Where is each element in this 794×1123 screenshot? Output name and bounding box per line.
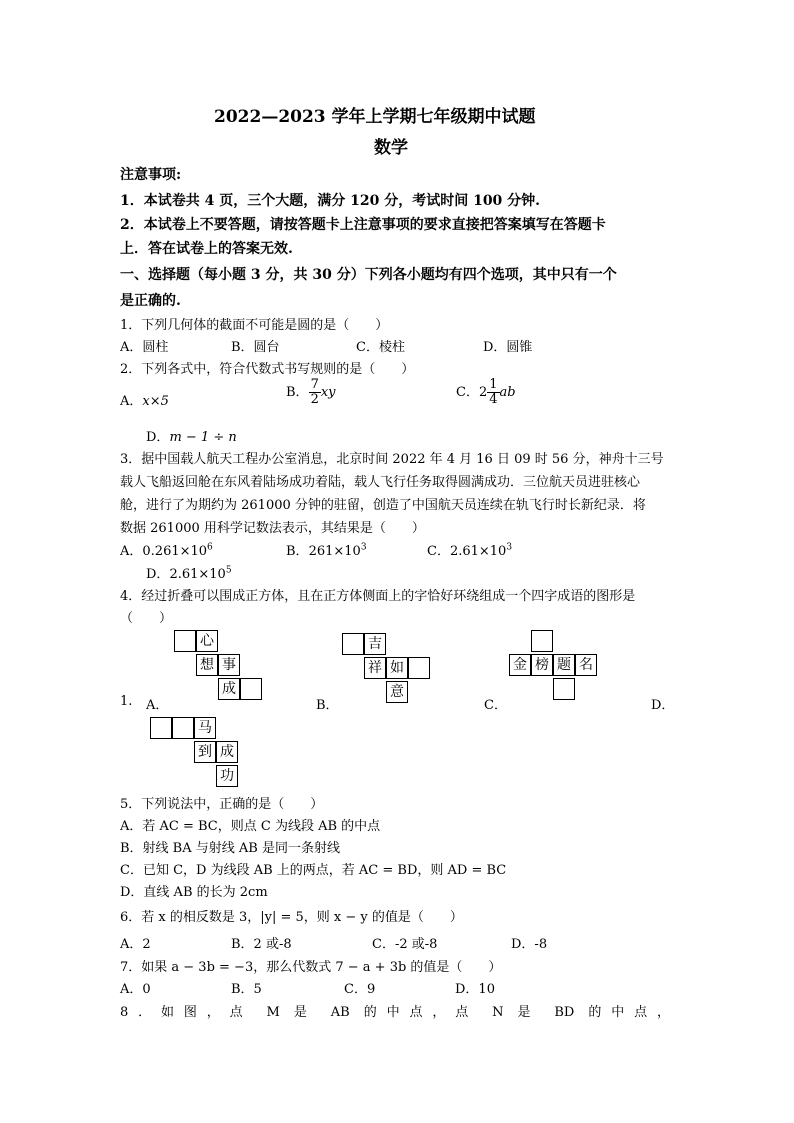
- q3-a-label: A．: [120, 544, 143, 559]
- q2-option-a: [120, 390, 169, 409]
- net-a-cell-char: 事: [218, 654, 240, 676]
- net-a-cell: [240, 678, 262, 700]
- note-2: 2．本试卷上不要答题，请按答题卡上注意事项的要求直接把答案填写在答题卡: [120, 217, 606, 233]
- q2-b-label: B．: [286, 385, 309, 400]
- section1-heading-cont: 是正确的.: [120, 293, 181, 309]
- net-a-cell-char: 成: [218, 678, 240, 700]
- q2-b-den: 2: [310, 392, 319, 407]
- net-b-cell-char: 吉: [364, 633, 386, 655]
- notes-heading: 注意事项:: [120, 167, 182, 183]
- q3-line-4: 数据 261000 用科学记数法表示，其结果是（ ）: [120, 521, 425, 536]
- q2-a-label: A．: [120, 394, 143, 409]
- q3-line-1: 3．据中国载人航天工程办公室消息，北京时间 2022 年 4 月 16 日 09 时 56 分，神舟十三号: [120, 452, 664, 467]
- q2-option-c: [456, 378, 516, 407]
- net-d-cell: [172, 717, 194, 739]
- net-d-cell-char: 到: [194, 741, 216, 763]
- note-3: 上．答在试卷上的答案无效.: [120, 241, 293, 257]
- net-d-cell-char: 马: [194, 717, 216, 739]
- net-d-cell-char: 功: [216, 765, 238, 787]
- q5-stem: 5．下列说法中，正确的是（ ）: [120, 797, 324, 812]
- q4-stem: 4．经过折叠可以围成正方体，且在正方体侧面上的字恰好环绕组成一个四字成语的图形是: [120, 589, 636, 604]
- net-c-cell: [553, 678, 575, 700]
- q3-d-label: D．: [146, 567, 170, 582]
- q3-c-label: C．: [427, 544, 450, 559]
- note-1: 1．本试卷共 4 页，三个大题，满分 120 分，考试时间 100 分钟.: [120, 193, 541, 209]
- net-a-cell-char: 心: [196, 630, 218, 652]
- q4-label-d: D．: [651, 698, 675, 713]
- q1-option-a: A．圆柱: [120, 340, 169, 355]
- q4-paren: （ ）: [120, 611, 173, 626]
- q4-row-prefix: 1.: [120, 694, 133, 709]
- q4-label-c: C．: [484, 698, 507, 713]
- section1-heading: 一、选择题（每小题 3 分，共 30 分）下列各小题均有四个选项，其中只有一个: [120, 267, 617, 283]
- q2-c-den: 4: [489, 392, 498, 407]
- q2-option-d: [146, 426, 237, 445]
- net-b-cell: [408, 657, 430, 679]
- q1-option-d: D．圆锥: [483, 340, 533, 355]
- q5-option-a: A．若 AC = BC，则点 C 为线段 AB 的中点: [120, 819, 381, 834]
- subject-title: 数学: [374, 138, 408, 158]
- net-b-cell-char: 祥: [364, 657, 386, 679]
- q3-a-exp: 6: [207, 542, 213, 553]
- q3-c-exp: 3: [506, 542, 513, 553]
- q2-c-var: ab: [499, 385, 516, 400]
- net-b-cell-char: 意: [386, 681, 408, 703]
- q3-option-d: [146, 563, 232, 582]
- q3-line-2: 载人飞船返回舱在东风着陆场成功着陆，载人飞行任务取得圆满成功．三位航天员进驻核心: [120, 475, 641, 490]
- q6-option-c: C．-2 或-8: [372, 937, 438, 952]
- q5-option-b: B．射线 BA 与射线 AB 是同一条射线: [120, 841, 340, 856]
- q4-label-a: A．: [146, 698, 169, 713]
- net-b-cell-char: 如: [386, 657, 408, 679]
- q3-c-base: 2.61×10: [449, 544, 507, 559]
- q7-option-d: D．10: [455, 982, 495, 997]
- net-c-cell-char: 金: [509, 654, 531, 676]
- net-c-cell-char: 名: [575, 654, 597, 676]
- q3-option-c: [427, 540, 512, 559]
- net-c-cell-char: 榜: [531, 654, 553, 676]
- q2-c-fraction: [487, 378, 499, 407]
- q2-c-label: C．: [456, 385, 479, 400]
- q1-option-b: B．圆台: [231, 340, 280, 355]
- q5-option-d: D．直线 AB 的长为 2cm: [120, 885, 268, 900]
- q7-stem: 7．如果 a − 3b = −3，那么代数式 7 − a + 3b 的值是（ ）: [120, 960, 502, 975]
- q2-option-b: [286, 378, 336, 407]
- q2-c-num: 1: [489, 377, 498, 392]
- q2-c-int: 2: [478, 385, 488, 400]
- net-a-cell-char: 想: [196, 654, 218, 676]
- q5-option-c: C．已知 C，D 为线段 AB 上的两点，若 AC = BD，则 AD = BC: [120, 863, 507, 878]
- q2-d-label: D．: [146, 430, 170, 445]
- q3-option-b: [286, 540, 367, 559]
- q6-option-a: A．2: [120, 937, 151, 952]
- q1-stem: 1．下列几何体的截面不可能是圆的是（ ）: [120, 318, 389, 333]
- net-d-cell: [150, 717, 172, 739]
- q6-stem: 6．若 x 的相反数是 3，|y| = 5，则 x − y 的值是（ ）: [120, 910, 463, 925]
- q3-line-3: 舱，进行了为期约为 261000 分钟的驻留，创造了中国航天员连续在轨飞行时长新纪录．将: [120, 498, 646, 513]
- q6-option-d: D．-8: [511, 937, 548, 952]
- q2-b-num: 7: [310, 377, 319, 392]
- q3-a-base: 0.261×10: [142, 544, 208, 559]
- q3-d-exp: 5: [225, 565, 232, 576]
- q3-option-a: [120, 540, 213, 559]
- q3-d-base: 2.61×10: [169, 567, 226, 582]
- q2-b-var: xy: [320, 385, 336, 400]
- q7-option-c: C．9: [344, 982, 376, 997]
- q2-d-expr: m − 1 ÷ n: [169, 430, 237, 445]
- q8-stem: 8．如图，点 M 是 AB 的中点，点 N 是 BD 的中点，: [120, 1005, 670, 1020]
- q3-b-exp: 3: [360, 542, 367, 553]
- net-a-cell: [174, 630, 196, 652]
- q7-option-a: A．0: [120, 982, 151, 997]
- exam-title: 2022—2023 学年上学期七年级期中试题: [214, 107, 536, 127]
- q3-b-base: 261×10: [308, 544, 361, 559]
- q7-option-b: B．5: [231, 982, 262, 997]
- q2-b-fraction: [309, 378, 321, 407]
- net-d-cell-char: 成: [216, 741, 238, 763]
- q2-a-expr: x×5: [142, 394, 169, 409]
- q4-label-b: B．: [316, 698, 339, 713]
- q2-stem: 2．下列各式中，符合代数式书写规则的是（ ）: [120, 362, 415, 377]
- q3-b-label: B．: [286, 544, 309, 559]
- net-c-cell-char: 题: [553, 654, 575, 676]
- q1-option-c: C．棱柱: [356, 340, 405, 355]
- q6-option-b: B．2 或-8: [231, 937, 292, 952]
- net-c-cell: [531, 630, 553, 652]
- net-b-cell: [342, 633, 364, 655]
